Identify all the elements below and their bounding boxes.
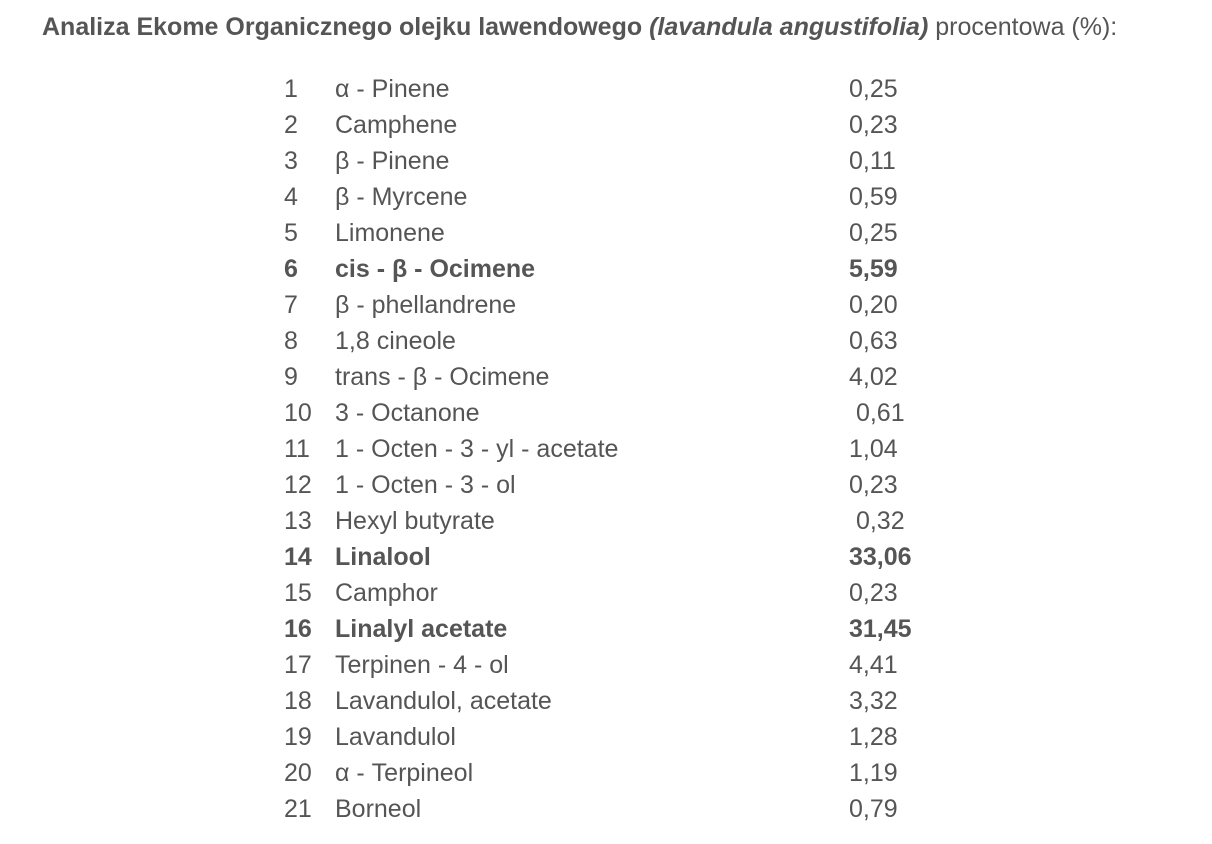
percentage-value: 31,45 bbox=[849, 615, 912, 643]
percentage-value: 1,19 bbox=[849, 759, 898, 787]
row-number: 7 bbox=[284, 291, 298, 319]
row-number: 3 bbox=[284, 147, 298, 175]
row-number: 8 bbox=[284, 327, 298, 355]
row-number: 5 bbox=[284, 219, 298, 247]
percentage-value: 0,11 bbox=[849, 147, 896, 175]
percentage-value: 5,59 bbox=[849, 255, 898, 283]
compound-name: trans - β - Ocimene bbox=[335, 363, 550, 391]
percentage-value: 0,25 bbox=[849, 219, 898, 247]
percentage-value: 0,23 bbox=[849, 471, 898, 499]
row-number: 16 bbox=[284, 615, 312, 643]
composition-table bbox=[284, 71, 984, 827]
title-latin-name: (lavandula angustifolia) bbox=[649, 13, 929, 41]
table-row bbox=[284, 719, 984, 755]
compound-name: Linalyl acetate bbox=[335, 615, 508, 643]
percentage-value: 0,25 bbox=[849, 75, 898, 103]
table-row bbox=[284, 647, 984, 683]
row-number: 9 bbox=[284, 363, 298, 391]
table-row bbox=[284, 395, 984, 431]
compound-name: Camphene bbox=[335, 111, 458, 139]
table-row bbox=[284, 683, 984, 719]
row-number: 4 bbox=[284, 183, 298, 211]
percentage-value: 4,02 bbox=[849, 363, 898, 391]
table-row bbox=[284, 611, 984, 647]
compound-name: α - Pinene bbox=[335, 75, 450, 103]
table-row bbox=[284, 431, 984, 467]
compound-name: 3 - Octanone bbox=[335, 399, 480, 427]
percentage-value: 0,20 bbox=[849, 291, 898, 319]
row-number: 12 bbox=[284, 471, 312, 499]
table-row bbox=[284, 251, 984, 287]
compound-name: Borneol bbox=[335, 795, 422, 823]
percentage-value: 0,23 bbox=[849, 111, 898, 139]
table-row bbox=[284, 791, 984, 827]
percentage-value: 1,28 bbox=[849, 723, 898, 751]
row-number: 11 bbox=[284, 435, 310, 463]
table-row bbox=[284, 467, 984, 503]
row-number: 21 bbox=[284, 795, 312, 823]
title-unit: procentowa (%): bbox=[935, 13, 1118, 41]
row-number: 6 bbox=[284, 255, 298, 283]
table-row bbox=[284, 359, 984, 395]
row-number: 15 bbox=[284, 579, 312, 607]
compound-name: cis - β - Ocimene bbox=[335, 255, 536, 283]
percentage-value: 33,06 bbox=[849, 543, 912, 571]
row-number: 20 bbox=[284, 759, 312, 787]
table-row bbox=[284, 323, 984, 359]
row-number: 1 bbox=[284, 75, 298, 103]
percentage-value: 0,63 bbox=[849, 327, 898, 355]
table-row bbox=[284, 503, 984, 539]
compound-name: Lavandulol bbox=[335, 723, 456, 751]
table-row bbox=[284, 287, 984, 323]
compound-name: Camphor bbox=[335, 579, 438, 607]
compound-name: α - Terpineol bbox=[335, 759, 474, 787]
compound-name: Hexyl butyrate bbox=[335, 507, 495, 535]
compound-name: β - Myrcene bbox=[335, 183, 468, 211]
row-number: 18 bbox=[284, 687, 312, 715]
percentage-value: 3,32 bbox=[849, 687, 898, 715]
percentage-value: 1,04 bbox=[849, 435, 898, 463]
row-number: 10 bbox=[284, 399, 312, 427]
table-row bbox=[284, 755, 984, 791]
title-main: Analiza Ekome Organicznego olejku lawendowego bbox=[42, 13, 643, 41]
row-number: 19 bbox=[284, 723, 312, 751]
row-number: 13 bbox=[284, 507, 312, 535]
percentage-value: 0,59 bbox=[849, 183, 898, 211]
compound-name: β - phellandrene bbox=[335, 291, 517, 319]
compound-name: 1,8 cineole bbox=[335, 327, 456, 355]
compound-name: Terpinen - 4 - ol bbox=[335, 651, 509, 679]
row-number: 14 bbox=[284, 543, 312, 571]
percentage-value: 0,32 bbox=[849, 507, 905, 535]
table-row bbox=[284, 215, 984, 251]
percentage-value: 0,61 bbox=[849, 399, 905, 427]
percentage-value: 0,79 bbox=[849, 795, 898, 823]
table-row bbox=[284, 71, 984, 107]
compound-name: 1 - Octen - 3 - yl - acetate bbox=[335, 435, 619, 463]
table-row bbox=[284, 539, 984, 575]
compound-name: Lavandulol, acetate bbox=[335, 687, 552, 715]
compound-name: Limonene bbox=[335, 219, 445, 247]
compound-name: Linalool bbox=[335, 543, 431, 571]
page-title bbox=[42, 12, 1117, 42]
percentage-value: 4,41 bbox=[849, 651, 898, 679]
table-row bbox=[284, 575, 984, 611]
table-row bbox=[284, 143, 984, 179]
percentage-value: 0,23 bbox=[849, 579, 898, 607]
table-row bbox=[284, 107, 984, 143]
row-number: 17 bbox=[284, 651, 312, 679]
row-number: 2 bbox=[284, 111, 298, 139]
compound-name: 1 - Octen - 3 - ol bbox=[335, 471, 516, 499]
compound-name: β - Pinene bbox=[335, 147, 450, 175]
table-row bbox=[284, 179, 984, 215]
